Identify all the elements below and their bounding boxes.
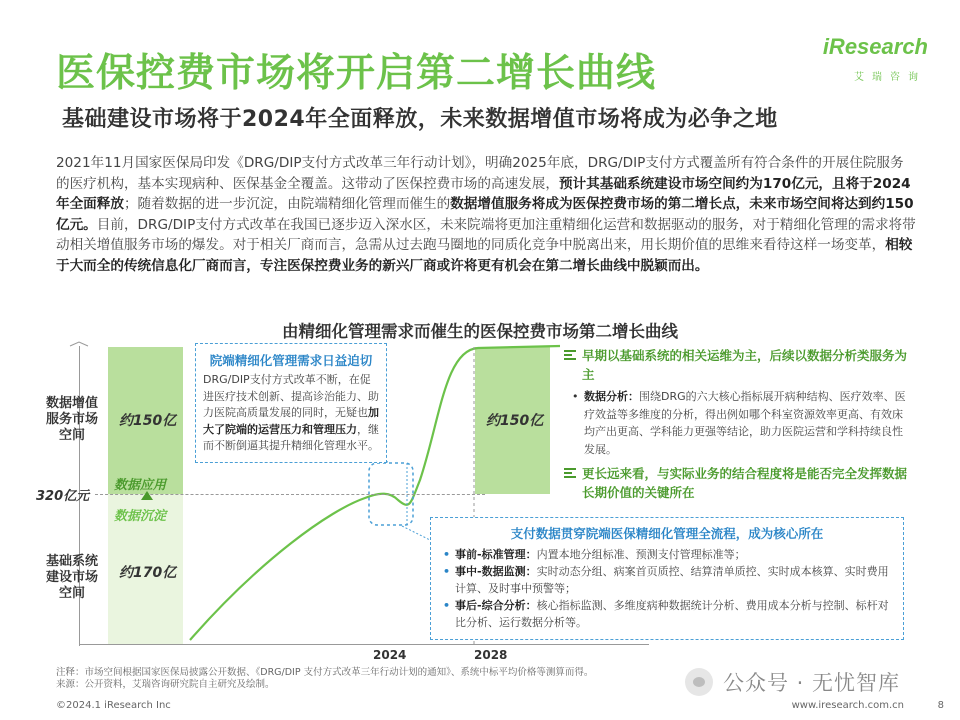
source-line: 来源：公开资料，艾瑞咨询研究院自主研究及绘制。 bbox=[56, 679, 275, 690]
threshold-line bbox=[95, 494, 485, 495]
demand-callout-box bbox=[195, 343, 387, 463]
wechat-watermark bbox=[685, 664, 935, 698]
item-text: 内置本地分组标准、预测支付管理标准等； bbox=[536, 548, 746, 561]
item-label: 事中-数据监测： bbox=[455, 565, 537, 578]
demand-body-bold: 加大了院端的运营压力和管理压力 bbox=[203, 406, 379, 436]
demand-callout-heading: 院端精细化管理需求日益迫切 bbox=[209, 353, 373, 368]
item-text: 实时动态分组、病案首页质控、结算清单质控、实时成本核算、实时费用计算、及时事中预警等； bbox=[455, 565, 889, 595]
value-150-left: 约150亿 bbox=[119, 413, 177, 429]
logo-subtext: 艾瑞咨询 bbox=[854, 72, 926, 83]
demand-body-2: ，继而不断倒逼其提升精细化管理水平。 bbox=[203, 422, 379, 452]
data-analysis-bullet bbox=[570, 388, 910, 458]
para-bold-3: 相较于大而全的传统信息化厂商而言，专注医保控费业务的新兴厂商或许将更有机会在第二增长曲线中脱颖而出。 bbox=[56, 237, 913, 274]
para-bold-1: 预计其基础系统建设市场空间约为170亿元，且将于2024年全面释放 bbox=[56, 175, 911, 212]
list-marker-icon bbox=[564, 350, 576, 362]
demand-callout-body bbox=[203, 372, 379, 455]
service-trend-heading bbox=[560, 346, 910, 384]
page-subtitle: 基础建设市场将于2024年全面释放，未来数据增值市场将成为必争之地 bbox=[62, 107, 778, 132]
list-item bbox=[441, 597, 893, 631]
demand-body-1: DRG/DIP支付方式改革不断，在促进医疗技术创新、提高诊治能力、助力医院高质量发展的同时，无疑也 bbox=[203, 373, 379, 419]
data-analysis-label: 数据分析： bbox=[584, 390, 639, 403]
y-label-base-system: 基础系统建设市场空间 bbox=[45, 554, 98, 601]
page-number: 8 bbox=[937, 700, 944, 711]
para-text-3: 目前，DRG/DIP支付方式改革在我国已逐步迈入深水区，未来院端将更加注重精细化运营和数据驱动的服务，对于精细化管理的需求将带动相关增值服务市场的爆发。对于相关厂商而言，急需从过去跑马圈地的同质化竞争中脱离出来，用长期价值的思维来看待这样一场变革， bbox=[56, 216, 916, 253]
value-170: 约170亿 bbox=[119, 565, 177, 581]
long-term-text: 更长远来看，与实际业务的结合程度将是能否完全发挥数据长期价值的关键所在 bbox=[582, 466, 908, 500]
data-accumulation-label: 数据沉淀 bbox=[114, 509, 167, 524]
item-text: 核心指标监测、多维度病种数据统计分析、费用成本分析与控制、标杆对比分析、运行数据分析等。 bbox=[455, 599, 889, 629]
copyright: ©2024.1 iResearch Inc bbox=[56, 700, 171, 711]
x-tick-2024: 2024 bbox=[373, 648, 407, 662]
payment-data-box bbox=[430, 517, 904, 640]
watermark-text: 公众号 · 无忧智库 bbox=[723, 671, 901, 695]
website-link[interactable]: www.iresearch.com.cn bbox=[791, 700, 904, 711]
wechat-icon bbox=[685, 668, 713, 696]
threshold-label: 320亿元 bbox=[36, 489, 90, 504]
payment-data-heading: 支付数据贯穿院端医保精细化管理全流程，成为核心所在 bbox=[510, 526, 824, 541]
list-item bbox=[441, 546, 893, 563]
data-application-label: 数据应用 bbox=[114, 478, 167, 493]
item-label: 事后-综合分析： bbox=[455, 599, 537, 612]
para-text-1: 2021年11月国家医保局印发《DRG/DIP支付方式改革三年行动计划》，明确2025年底，DRG/DIP支付方式覆盖所有符合条件的开展住院服务的医疗机构，基本实现病种、医保基金全覆盖。这带动了医保控费市场的高速发展， bbox=[56, 155, 904, 192]
page-title: 医保控费市场将开启第二增长曲线 bbox=[56, 51, 657, 96]
value-150-right: 约150亿 bbox=[486, 413, 544, 429]
y-label-value-added: 数据增值服务市场空间 bbox=[45, 396, 98, 443]
data-analysis-text: 围绕DRG的六大核心指标展开病种结构、医疗效率、医疗效益等多维度的分析，得出例如哪个科室资源效率更高、有效床均产出更高、学科能力更强等结论，助力医院运营和学科持续良性发展。 bbox=[584, 390, 906, 456]
para-bold-2: 数据增值服务将成为医保控费市场的第二增长点，未来市场空间将达到约150亿元。 bbox=[56, 196, 914, 233]
note-line: 注释：市场空间根据国家医保局披露公开数据、《DRG/DIP 支付方式改革三年行动计划的通知》、系统中标平均价格等测算而得。 bbox=[56, 667, 594, 678]
item-label: 事前-标准管理： bbox=[455, 548, 537, 561]
para-text-2: ；随着数据的进一步沉淀，由院端精细化管理而催生的 bbox=[123, 196, 451, 212]
logo-text: iResearch bbox=[822, 34, 928, 59]
chart-title: 由精细化管理需求而催生的医保控费市场第二增长曲线 bbox=[282, 322, 678, 341]
long-term-heading bbox=[560, 464, 910, 502]
service-trend-text: 早期以基础系统的相关运维为主，后续以数据分析类服务为主 bbox=[582, 348, 908, 382]
value-added-description bbox=[560, 346, 910, 502]
list-marker-icon bbox=[564, 468, 576, 480]
arrow-up-icon bbox=[141, 491, 153, 500]
list-item bbox=[441, 563, 893, 597]
x-tick-2028: 2028 bbox=[474, 648, 508, 662]
footnote bbox=[56, 667, 593, 691]
